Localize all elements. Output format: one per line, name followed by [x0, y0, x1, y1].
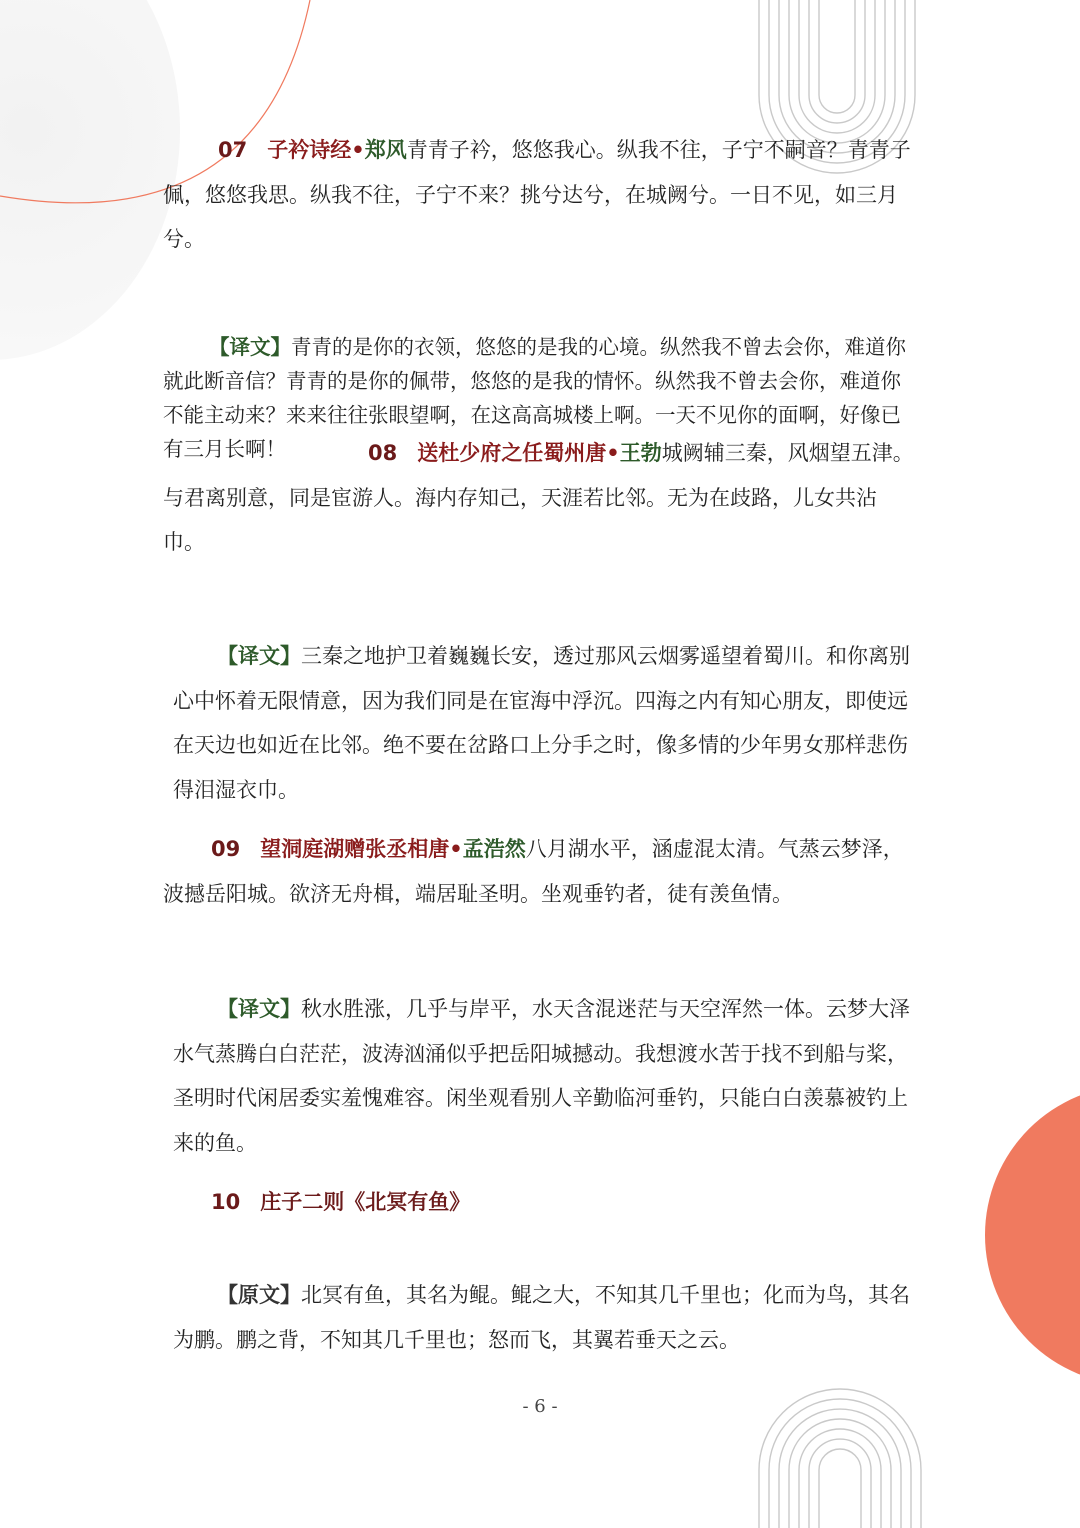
original-tag: 【原文】	[217, 1283, 301, 1307]
translation-text: 青青的是你的衣领，悠悠的是我的心境。纵然我不曾去会你，难道你就此断音信？青青的是你的佩带，悠悠的是我的情怀。纵然我不曾去会你，难道你不能主动来？来来往往张眼望啊，在这高高城楼上啊。一天不见你的面啊，好像已有三月长啊！	[163, 335, 906, 461]
poem-text: 青青子衿，悠悠我心。纵我不往，子宁不嗣音？青青子佩，悠悠我思。纵我不往，子宁不来？挑兮达兮，在城阙兮。一日不见，如三月兮。	[163, 138, 911, 251]
poem-07	[163, 128, 918, 262]
translation-09	[173, 987, 913, 1165]
poem-09	[163, 827, 918, 916]
poem-source: 王勃	[619, 441, 662, 465]
right-orange-circle	[985, 1085, 1080, 1385]
section-number: 09	[211, 837, 241, 861]
poem-title: 送杜少府之任蜀州唐	[417, 441, 607, 465]
translation-text: 秋水胜涨，几乎与岸平，水天含混迷茫与天空浑然一体。云梦大泽水气蒸腾白白茫茫，波涛汹涌似乎把岳阳城撼动。我想渡水苦于找不到船与桨，圣明时代闲居委实羞愧难容。闲坐观看别人辛勤临河垂钓，只能白白羡慕被钓上来的鱼。	[173, 997, 910, 1155]
poem-source: 孟浩然	[462, 837, 526, 861]
poem-08	[163, 431, 918, 565]
translation-tag: 【译文】	[209, 335, 291, 359]
original-10	[173, 1273, 913, 1362]
poem-title: 子衿诗经	[267, 138, 352, 162]
translation-text: 三秦之地护卫着巍巍长安，透过那风云烟雾遥望着蜀川。和你离别心中怀着无限情意，因为我们同是在宦海中浮沉。四海之内有知心朋友，即使远在天边也如近在比邻。绝不要在岔路口上分手之时，像多情的少年男女那样悲伤得泪湿衣巾。	[173, 644, 910, 802]
translation-tag: 【译文】	[217, 644, 301, 668]
title-dot: •	[606, 441, 620, 465]
page-number: - 6 -	[522, 1396, 558, 1417]
poem-source: 郑风	[364, 138, 407, 162]
section-10-heading	[211, 1180, 911, 1225]
original-text: 北冥有鱼，其名为鲲。鲲之大，不知其几千里也；化而为鸟，其名为鹏。鹏之背，不知其几千里也；怒而飞，其翼若垂天之云。	[173, 1283, 910, 1352]
title-dot: •	[351, 138, 365, 162]
section-number: 07	[218, 138, 248, 162]
title-dot: •	[449, 837, 463, 861]
translation-08	[173, 634, 913, 812]
section-title: 庄子二则《北冥有鱼》	[260, 1190, 471, 1214]
poem-text: 城阙辅三秦，风烟望五津。与君离别意，同是宦游人。海内存知己，天涯若比邻。无为在歧路，儿女共沾巾。	[163, 441, 914, 554]
poem-title: 望洞庭湖赠张丞相唐	[260, 837, 450, 861]
section-number: 10	[211, 1190, 241, 1214]
section-number: 08	[368, 441, 398, 465]
translation-tag: 【译文】	[217, 997, 301, 1021]
poem-text: 八月湖水平，涵虚混太清。气蒸云梦泽，波撼岳阳城。欲济无舟楫，端居耻圣明。坐观垂钓者，徒有羡鱼情。	[163, 837, 904, 906]
